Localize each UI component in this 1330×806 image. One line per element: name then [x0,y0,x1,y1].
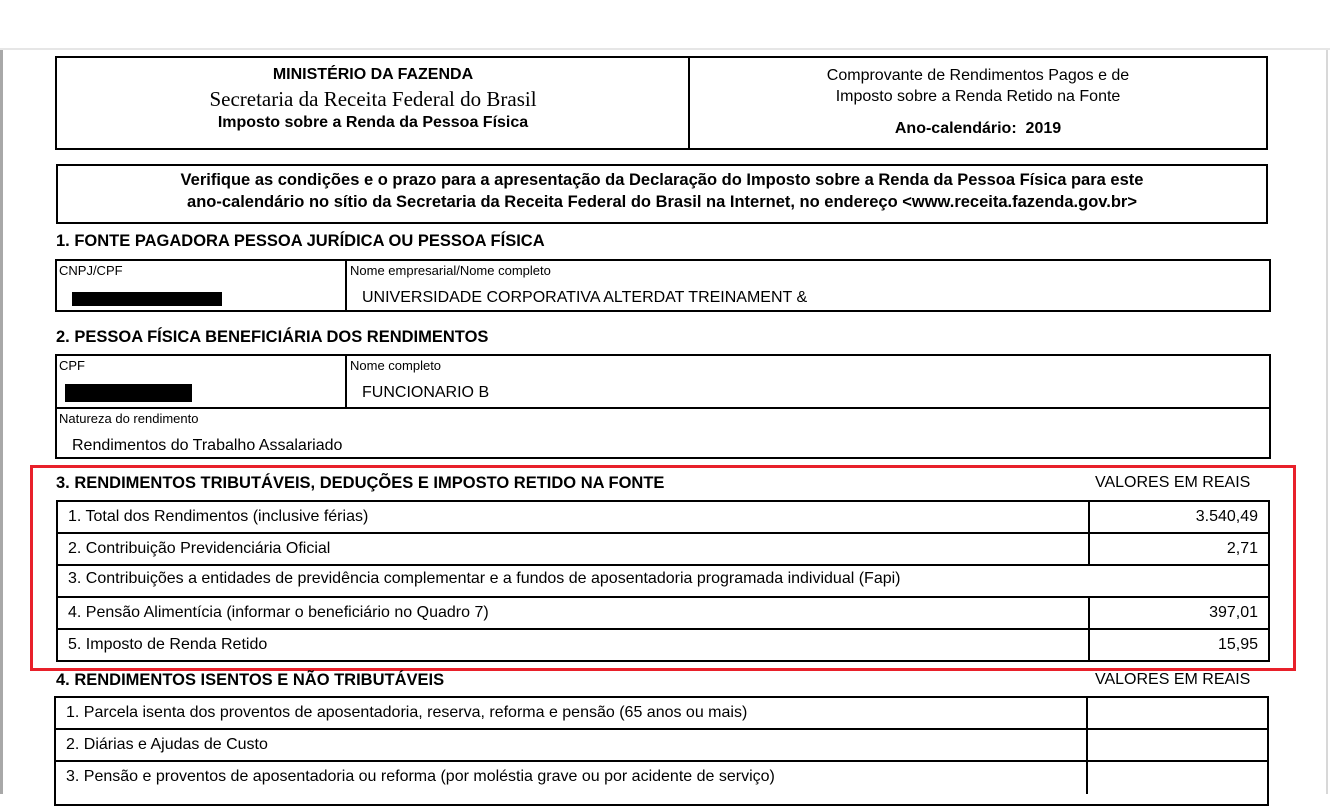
company-name-label: Nome empresarial/Nome completo [350,263,551,278]
doc-title-1: Comprovante de Rendimentos Pagos e de [826,67,1130,84]
nature-label: Natureza do rendimento [59,411,199,426]
table-row [56,730,1267,762]
table-row [56,698,1267,730]
notice-line-2: ano-calendário no sítio da Secretaria da Receita Federal do Brasil na Internet, no endereço <www.receita.fazenda.gov.br> [187,193,1137,211]
ministry: MINISTÉRIO DA FAZENDA [272,66,474,83]
beneficiary-name: FUNCIONARIO B [362,384,490,401]
header-left [57,66,689,132]
doc-title-2: Imposto sobre a Renda Retido na Fonte [835,88,1121,105]
cnpj-label: CNPJ/CPF [59,263,123,278]
notice-line-1: Verifique as condições e o prazo para a apresentação da Declaração do Imposto sobre a Renda da Pessoa Física para este [180,171,1144,189]
row-label: 2. Contribuição Previdenciária Oficial [68,540,331,557]
top-bar [0,0,1330,50]
year: 2019 [1025,120,1062,137]
section-4-title: 4. RENDIMENTOS ISENTOS E NÃO TRIBUTÁVEIS [56,671,445,689]
row-label: 3. Pensão e proventos de aposentadoria ou reforma (por moléstia grave ou por acidente de serviço) [66,768,775,785]
section-3-unit: VALORES EM REAIS [1095,474,1251,491]
tax-name: Imposto sobre a Renda da Pessoa Física [217,114,529,131]
payer-table [55,259,1271,312]
row-value: 3.540,49 [1195,508,1258,525]
company-name: UNIVERSIDADE CORPORATIVA ALTERDAT TREINAMENT & [362,289,808,306]
section-1-title: 1. FONTE PAGADORA PESSOA JURÍDICA OU PESSOA FÍSICA [56,232,545,250]
header-box [55,56,1268,150]
row-label: 1. Total dos Rendimentos (inclusive férias) [68,508,369,525]
row-value: 397,01 [1209,604,1258,621]
cpf-label: CPF [59,358,85,373]
table-row [56,762,1267,794]
row-label: 2. Diárias e Ajudas de Custo [66,736,268,753]
notice-box [56,164,1268,224]
row-label: 3. Contribuições a entidades de previdência complementar e a fundos de aposentadoria programada individual (Fapi) [68,570,901,587]
row-value: 2,71 [1226,540,1258,557]
beneficiary-table [55,354,1271,459]
row-label: 4. Pensão Alimentícia (informar o beneficiário no Quadro 7) [68,604,489,621]
row-label: 1. Parcela isenta dos proventos de aposentadoria, reserva, reforma e pensão (65 anos ou mais) [66,704,748,721]
cpf-redacted [65,384,192,402]
section-3-title: 3. RENDIMENTOS TRIBUTÁVEIS, DEDUÇÕES E IMPOSTO RETIDO NA FONTE [56,474,665,492]
section-2-title: 2. PESSOA FÍSICA BENEFICIÁRIA DOS RENDIMENTOS [56,328,489,346]
beneficiary-name-label: Nome completo [350,358,442,373]
highlight-rectangle [30,465,1296,671]
page-left-edge [0,50,3,794]
exempt-income-table [54,696,1269,806]
section-4-unit: VALORES EM REAIS [1095,671,1251,688]
cnpj-redacted [72,292,222,306]
secretariat: Secretaria da Receita Federal do Brasil [209,87,537,111]
row-value: 15,95 [1217,636,1258,653]
scroll-edge [1326,50,1328,794]
header-right [690,67,1266,138]
nature-value: Rendimentos do Trabalho Assalariado [72,437,343,454]
row-label: 5. Imposto de Renda Retido [68,636,268,653]
year-label: Ano-calendário: [894,120,1017,137]
